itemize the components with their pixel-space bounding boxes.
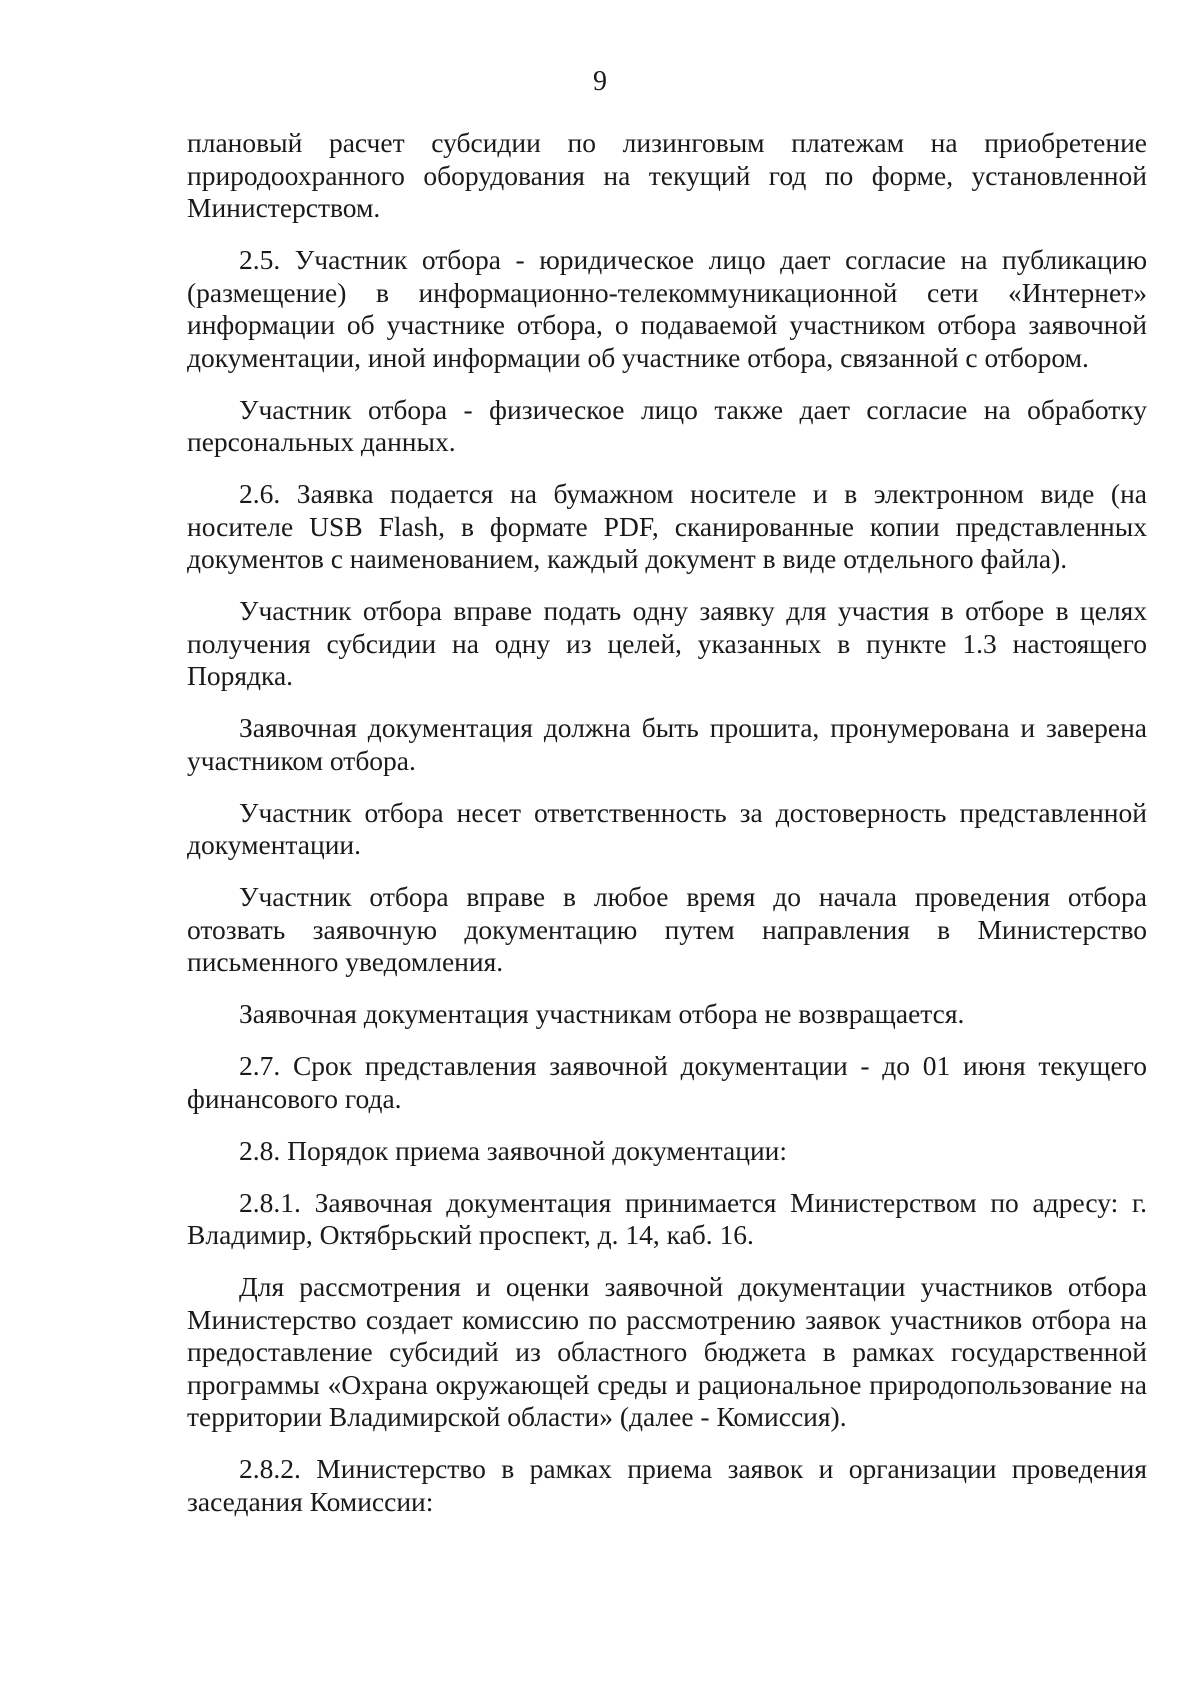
paragraph-responsibility: Участник отбора несет ответственность за достоверность представленной документации. — [187, 796, 1147, 860]
paragraph-2-7: 2.7. Срок представления заявочной документации - до 01 июня текущего финансового года. — [187, 1050, 1147, 1114]
paragraph-2-5: 2.5. Участник отбора - юридическое лицо дает согласие на публикацию (размещение) в информационно-телекоммуникационной сети «Интернет» информации об участнике отбора, о подаваемой участником отбора заявочной документации, иной информации об участнике отбора, связанной с отбором. — [187, 244, 1147, 373]
paragraph-2-8-1: 2.8.1. Заявочная документация принимается Министерством по адресу: г. Владимир, Октябрьский проспект, д. 14, каб. 16. — [187, 1186, 1147, 1250]
document-body — [187, 127, 1147, 1538]
paragraph-2-6: 2.6. Заявка подается на бумажном носителе и в электронном виде (на носителе USB Flash, в формате PDF, сканированные копии представленных документов с наименованием, каждый документ в виде отдельного файла). — [187, 478, 1147, 574]
paragraph-documentation-bound: Заявочная документация должна быть прошита, пронумерована и заверена участником отбора. — [187, 712, 1147, 776]
paragraph-continuation: плановый расчет субсидии по лизинговым платежам на приобретение природоохранного оборудования на текущий год по форме, установленной Министерством. — [187, 127, 1147, 223]
paragraph-commission: Для рассмотрения и оценки заявочной документации участников отбора Министерство создает комиссию по рассмотрению заявок участников отбора на предоставление субсидий из областного бюджета в рамках государственной программы «Охрана окружающей среды и рациональное природопользование на территории Владимирской области» (далее - Комиссия). — [187, 1271, 1147, 1432]
paragraph-not-returned: Заявочная документация участникам отбора не возвращается. — [239, 998, 965, 1029]
paragraph-withdrawal: Участник отбора вправе в любое время до начала проведения отбора отозвать заявочную документацию путем направления в Министерство письменного уведомления. — [187, 881, 1147, 977]
page-number: 9 — [593, 66, 607, 97]
paragraph-2-8-2: 2.8.2. Министерство в рамках приема заявок и организации проведения заседания Комиссии: — [187, 1453, 1147, 1517]
paragraph-consent-individual: Участник отбора - физическое лицо также дает согласие на обработку персональных данных. — [187, 393, 1147, 457]
paragraph-2-8: 2.8. Порядок приема заявочной документации: — [239, 1134, 788, 1166]
paragraph-one-application: Участник отбора вправе подать одну заявку для участия в отборе в целях получения субсидии на одну из целей, указанных в пункте 1.3 настоящего Порядка. — [187, 595, 1147, 691]
